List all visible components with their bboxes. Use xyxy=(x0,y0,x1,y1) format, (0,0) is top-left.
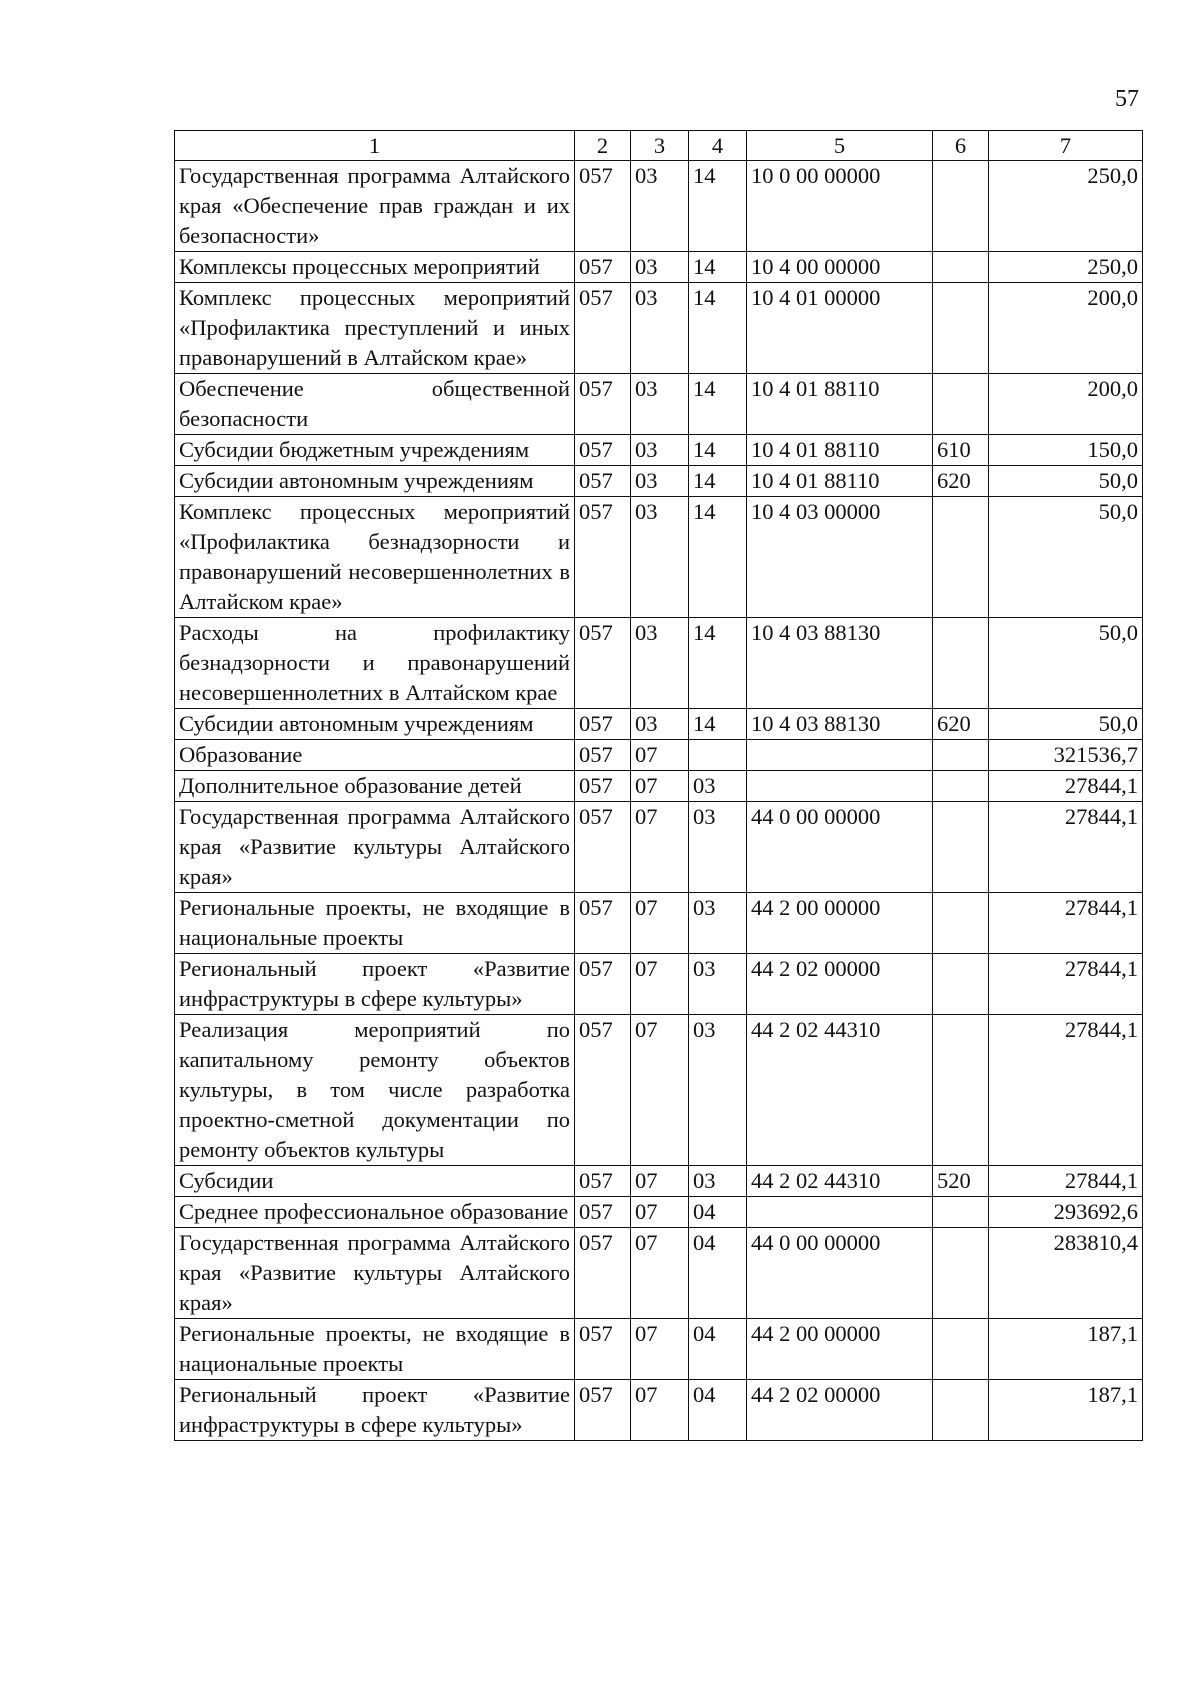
grbs-code: 057 xyxy=(575,1380,631,1441)
expense-type-code: 620 xyxy=(933,466,989,497)
target-item-code: 44 0 00 00000 xyxy=(747,1228,933,1319)
subsection-code: 03 xyxy=(689,954,747,1015)
target-item-code: 10 4 01 88110 xyxy=(747,374,933,435)
amount: 187,1 xyxy=(989,1380,1143,1441)
section-code: 03 xyxy=(631,435,689,466)
amount: 27844,1 xyxy=(989,893,1143,954)
expense-type-code xyxy=(933,740,989,771)
table-row xyxy=(175,252,1143,283)
expense-type-code xyxy=(933,374,989,435)
target-item-code xyxy=(747,1197,933,1228)
grbs-code: 057 xyxy=(575,1197,631,1228)
column-header: 5 xyxy=(747,131,933,161)
section-code: 07 xyxy=(631,1380,689,1441)
section-code: 03 xyxy=(631,497,689,618)
amount: 150,0 xyxy=(989,435,1143,466)
section-code: 07 xyxy=(631,771,689,802)
item-name: Региональные проекты, не входящие в национальные проекты xyxy=(175,1319,575,1380)
amount: 321536,7 xyxy=(989,740,1143,771)
amount: 27844,1 xyxy=(989,1015,1143,1166)
table-row xyxy=(175,283,1143,374)
expense-type-code xyxy=(933,161,989,252)
expense-type-code xyxy=(933,1228,989,1319)
expense-type-code xyxy=(933,1319,989,1380)
table-row xyxy=(175,1015,1143,1166)
subsection-code: 14 xyxy=(689,497,747,618)
column-header: 2 xyxy=(575,131,631,161)
expense-type-code xyxy=(933,954,989,1015)
table-row xyxy=(175,893,1143,954)
item-name: Обеспечение общественной безопасности xyxy=(175,374,575,435)
column-header: 7 xyxy=(989,131,1143,161)
subsection-code: 03 xyxy=(689,1166,747,1197)
item-name: Комплекс процессных мероприятий «Профилактика безнадзорности и правонарушений несовершеннолетних в Алтайском крае» xyxy=(175,497,575,618)
target-item-code: 10 4 03 88130 xyxy=(747,618,933,709)
grbs-code: 057 xyxy=(575,740,631,771)
column-header: 4 xyxy=(689,131,747,161)
expense-type-code: 620 xyxy=(933,709,989,740)
subsection-code: 14 xyxy=(689,283,747,374)
item-name: Среднее профессиональное образование xyxy=(175,1197,575,1228)
subsection-code: 14 xyxy=(689,618,747,709)
item-name: Расходы на профилактику безнадзорности и правонарушений несовершеннолетних в Алтайском крае xyxy=(175,618,575,709)
item-name: Реализация мероприятий по капитальному ремонту объектов культуры, в том числе разработка проектно-сметной документации по ремонту объектов культуры xyxy=(175,1015,575,1166)
subsection-code: 14 xyxy=(689,435,747,466)
subsection-code: 14 xyxy=(689,466,747,497)
section-code: 07 xyxy=(631,1197,689,1228)
grbs-code: 057 xyxy=(575,252,631,283)
section-code: 03 xyxy=(631,252,689,283)
target-item-code: 10 4 03 00000 xyxy=(747,497,933,618)
table-row xyxy=(175,771,1143,802)
target-item-code: 44 2 02 44310 xyxy=(747,1166,933,1197)
subsection-code: 14 xyxy=(689,161,747,252)
grbs-code: 057 xyxy=(575,374,631,435)
target-item-code: 44 2 02 00000 xyxy=(747,1380,933,1441)
section-code: 03 xyxy=(631,709,689,740)
amount: 293692,6 xyxy=(989,1197,1143,1228)
item-name: Дополнительное образование детей xyxy=(175,771,575,802)
expense-type-code xyxy=(933,1380,989,1441)
table-row xyxy=(175,435,1143,466)
item-name: Субсидии автономным учреждениям xyxy=(175,466,575,497)
subsection-code: 03 xyxy=(689,1015,747,1166)
expense-type-code xyxy=(933,771,989,802)
expense-type-code xyxy=(933,618,989,709)
grbs-code: 057 xyxy=(575,771,631,802)
amount: 27844,1 xyxy=(989,802,1143,893)
item-name: Комплекс процессных мероприятий «Профилактика преступлений и иных правонарушений в Алтайском крае» xyxy=(175,283,575,374)
column-header: 6 xyxy=(933,131,989,161)
expense-type-code xyxy=(933,497,989,618)
target-item-code: 10 4 01 88110 xyxy=(747,466,933,497)
target-item-code: 44 2 00 00000 xyxy=(747,893,933,954)
expense-type-code xyxy=(933,893,989,954)
table-row xyxy=(175,497,1143,618)
amount: 50,0 xyxy=(989,618,1143,709)
subsection-code: 03 xyxy=(689,771,747,802)
expense-type-code xyxy=(933,252,989,283)
table-row xyxy=(175,709,1143,740)
section-code: 03 xyxy=(631,161,689,252)
target-item-code: 10 4 01 88110 xyxy=(747,435,933,466)
subsection-code: 14 xyxy=(689,374,747,435)
subsection-code: 04 xyxy=(689,1319,747,1380)
subsection-code: 03 xyxy=(689,893,747,954)
table-row xyxy=(175,161,1143,252)
section-code: 07 xyxy=(631,802,689,893)
table-row xyxy=(175,802,1143,893)
grbs-code: 057 xyxy=(575,618,631,709)
amount: 50,0 xyxy=(989,709,1143,740)
amount: 200,0 xyxy=(989,283,1143,374)
section-code: 07 xyxy=(631,1319,689,1380)
header-row xyxy=(175,131,1143,161)
item-name: Субсидии бюджетным учреждениям xyxy=(175,435,575,466)
expense-type-code xyxy=(933,1015,989,1166)
item-name: Региональные проекты, не входящие в национальные проекты xyxy=(175,893,575,954)
grbs-code: 057 xyxy=(575,1319,631,1380)
section-code: 07 xyxy=(631,1015,689,1166)
subsection-code: 03 xyxy=(689,802,747,893)
amount: 50,0 xyxy=(989,497,1143,618)
target-item-code: 10 4 01 00000 xyxy=(747,283,933,374)
table-row xyxy=(175,740,1143,771)
subsection-code: 14 xyxy=(689,709,747,740)
subsection-code: 04 xyxy=(689,1380,747,1441)
amount: 187,1 xyxy=(989,1319,1143,1380)
table-row xyxy=(175,1319,1143,1380)
table-row xyxy=(175,954,1143,1015)
amount: 283810,4 xyxy=(989,1228,1143,1319)
grbs-code: 057 xyxy=(575,1228,631,1319)
amount: 27844,1 xyxy=(989,954,1143,1015)
item-name: Государственная программа Алтайского края «Развитие культуры Алтайского края» xyxy=(175,802,575,893)
subsection-code: 04 xyxy=(689,1197,747,1228)
grbs-code: 057 xyxy=(575,283,631,374)
section-code: 07 xyxy=(631,893,689,954)
target-item-code xyxy=(747,740,933,771)
grbs-code: 057 xyxy=(575,497,631,618)
target-item-code: 44 2 00 00000 xyxy=(747,1319,933,1380)
item-name: Комплексы процессных мероприятий xyxy=(175,252,575,283)
item-name: Субсидии автономным учреждениям xyxy=(175,709,575,740)
grbs-code: 057 xyxy=(575,954,631,1015)
item-name: Государственная программа Алтайского края «Развитие культуры Алтайского края» xyxy=(175,1228,575,1319)
grbs-code: 057 xyxy=(575,161,631,252)
amount: 27844,1 xyxy=(989,1166,1143,1197)
expense-type-code xyxy=(933,802,989,893)
column-header: 3 xyxy=(631,131,689,161)
target-item-code: 44 2 02 44310 xyxy=(747,1015,933,1166)
target-item-code: 10 4 03 88130 xyxy=(747,709,933,740)
section-code: 07 xyxy=(631,954,689,1015)
table-row xyxy=(175,618,1143,709)
item-name: Региональный проект «Развитие инфраструктуры в сфере культуры» xyxy=(175,1380,575,1441)
item-name: Государственная программа Алтайского края «Обеспечение прав граждан и их безопасности» xyxy=(175,161,575,252)
grbs-code: 057 xyxy=(575,1015,631,1166)
section-code: 07 xyxy=(631,1228,689,1319)
subsection-code: 04 xyxy=(689,1228,747,1319)
item-name: Образование xyxy=(175,740,575,771)
expense-type-code: 610 xyxy=(933,435,989,466)
budget-table xyxy=(174,130,1143,1441)
section-code: 03 xyxy=(631,374,689,435)
subsection-code: 14 xyxy=(689,252,747,283)
amount: 27844,1 xyxy=(989,771,1143,802)
section-code: 07 xyxy=(631,1166,689,1197)
target-item-code: 44 2 02 00000 xyxy=(747,954,933,1015)
item-name: Региональный проект «Развитие инфраструктуры в сфере культуры» xyxy=(175,954,575,1015)
table-row xyxy=(175,466,1143,497)
grbs-code: 057 xyxy=(575,1166,631,1197)
amount: 250,0 xyxy=(989,252,1143,283)
page-number: 57 xyxy=(1115,86,1139,112)
amount: 250,0 xyxy=(989,161,1143,252)
grbs-code: 057 xyxy=(575,709,631,740)
table-row xyxy=(175,1380,1143,1441)
subsection-code xyxy=(689,740,747,771)
target-item-code: 10 4 00 00000 xyxy=(747,252,933,283)
section-code: 03 xyxy=(631,466,689,497)
table-row xyxy=(175,1228,1143,1319)
grbs-code: 057 xyxy=(575,802,631,893)
grbs-code: 057 xyxy=(575,466,631,497)
target-item-code: 10 0 00 00000 xyxy=(747,161,933,252)
column-header: 1 xyxy=(175,131,575,161)
expense-type-code xyxy=(933,283,989,374)
table-row xyxy=(175,374,1143,435)
expense-type-code: 520 xyxy=(933,1166,989,1197)
target-item-code xyxy=(747,771,933,802)
amount: 50,0 xyxy=(989,466,1143,497)
table-row xyxy=(175,1197,1143,1228)
section-code: 03 xyxy=(631,283,689,374)
section-code: 07 xyxy=(631,740,689,771)
section-code: 03 xyxy=(631,618,689,709)
table-row xyxy=(175,1166,1143,1197)
grbs-code: 057 xyxy=(575,435,631,466)
amount: 200,0 xyxy=(989,374,1143,435)
expense-type-code xyxy=(933,1197,989,1228)
target-item-code: 44 0 00 00000 xyxy=(747,802,933,893)
item-name: Субсидии xyxy=(175,1166,575,1197)
grbs-code: 057 xyxy=(575,893,631,954)
